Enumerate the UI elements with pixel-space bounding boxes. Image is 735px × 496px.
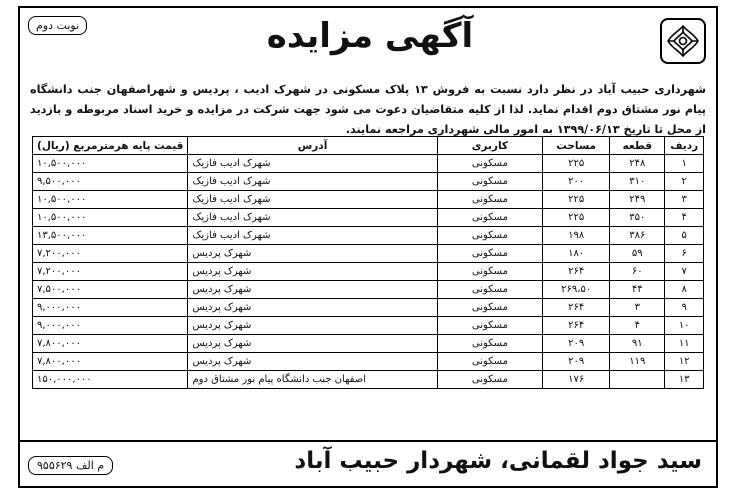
- cell-use: مسکونی: [437, 227, 543, 245]
- notice-header: [20, 8, 716, 74]
- cell-plot: ۳۵۰: [610, 209, 665, 227]
- cell-area: ۲۲۵: [543, 155, 610, 173]
- cell-area: ۲۰۰: [543, 173, 610, 191]
- cell-area: ۲۶۴: [543, 299, 610, 317]
- notice-intro-text: شهرداری حبیب آباد در نظر دارد نسبت به فروش ۱۳ پلاک مسکونی در شهرک ادیب ، پردیس و شهراصفهان جنب دانشگاه پیام نور مشتاق دوم اقدام نماید. لذا از کلیه متقاضیان دعوت می شود جهت شرکت در مزایده و خرید اسناد مربوطه و بازدید از محل تا تاریخ ۱۳۹۹/۰۶/۱۳ به امور مالی شهرداری مراجعه نمایند.: [30, 83, 706, 136]
- cell-row-number: ۵: [665, 227, 704, 245]
- notice-code-badge: م الف ۹۵۵۶۲۹: [28, 456, 113, 475]
- cell-plot: ۶۰: [610, 263, 665, 281]
- cell-price: ۷,۲۰۰,۰۰۰: [33, 245, 188, 263]
- cell-price: ۹,۰۰۰,۰۰۰: [33, 299, 188, 317]
- cell-plot: ۹۱: [610, 335, 665, 353]
- table-row: [33, 281, 704, 299]
- cell-use: مسکونی: [437, 155, 543, 173]
- table-row: [33, 155, 704, 173]
- header-area: مساحت: [543, 137, 610, 155]
- header-plot: قطعه: [610, 137, 665, 155]
- table-row: [33, 173, 704, 191]
- cell-price: ۱۵۰,۰۰۰,۰۰۰: [33, 371, 188, 389]
- cell-use: مسکونی: [437, 173, 543, 191]
- municipality-logo-icon: [660, 18, 706, 64]
- cell-address: شهرک ادیب فازیک: [188, 209, 437, 227]
- cell-address: شهرک پردیس: [188, 317, 437, 335]
- cell-address: شهرک پردیس: [188, 335, 437, 353]
- header-address: آدرس: [188, 137, 437, 155]
- cell-price: ۱۰,۵۰۰,۰۰۰: [33, 155, 188, 173]
- cell-area: ۲۶۴: [543, 317, 610, 335]
- cell-row-number: ۸: [665, 281, 704, 299]
- cell-row-number: ۱۲: [665, 353, 704, 371]
- cell-row-number: ۱: [665, 155, 704, 173]
- cell-area: ۲۶۴: [543, 263, 610, 281]
- cell-use: مسکونی: [437, 371, 543, 389]
- cell-plot: ۵۹: [610, 245, 665, 263]
- cell-price: ۱۰,۵۰۰,۰۰۰: [33, 191, 188, 209]
- cell-plot: ۴: [610, 317, 665, 335]
- cell-use: مسکونی: [437, 245, 543, 263]
- table-row: [33, 191, 704, 209]
- notice-title: آگهی مزایده: [266, 16, 474, 56]
- cell-address: شهرک پردیس: [188, 353, 437, 371]
- cell-plot: ۲۴۹: [610, 191, 665, 209]
- cell-use: مسکونی: [437, 263, 543, 281]
- cell-address: شهرک پردیس: [188, 263, 437, 281]
- cell-row-number: ۱۱: [665, 335, 704, 353]
- auction-notice: [18, 6, 718, 488]
- cell-plot: ۳۱۰: [610, 173, 665, 191]
- cell-address: شهرک پردیس: [188, 299, 437, 317]
- cell-price: ۹,۵۰۰,۰۰۰: [33, 173, 188, 191]
- table-body: [33, 155, 704, 389]
- cell-address: شهرک پردیس: [188, 245, 437, 263]
- table-header-row: [33, 137, 704, 155]
- cell-address: شهرک پردیس: [188, 281, 437, 299]
- cell-row-number: ۴: [665, 209, 704, 227]
- cell-plot: ۱۱۹: [610, 353, 665, 371]
- header-price: قیمت پایه هرمترمربع (ریال): [33, 137, 188, 155]
- cell-address: شهرک ادیب فازیک: [188, 227, 437, 245]
- cell-use: مسکونی: [437, 317, 543, 335]
- cell-use: مسکونی: [437, 335, 543, 353]
- table-row: [33, 209, 704, 227]
- cell-row-number: ۱۳: [665, 371, 704, 389]
- cell-price: ۹,۰۰۰,۰۰۰: [33, 317, 188, 335]
- emblem-icon: [664, 22, 702, 60]
- cell-row-number: ۹: [665, 299, 704, 317]
- cell-plot: ۴۴: [610, 281, 665, 299]
- table-row: [33, 227, 704, 245]
- cell-area: ۲۲۵: [543, 209, 610, 227]
- cell-price: ۷,۲۰۰,۰۰۰: [33, 263, 188, 281]
- cell-plot: [610, 371, 665, 389]
- cell-plot: ۳: [610, 299, 665, 317]
- cell-use: مسکونی: [437, 191, 543, 209]
- cell-address: شهرک ادیب فازیک: [188, 155, 437, 173]
- cell-price: ۷,۸۰۰,۰۰۰: [33, 335, 188, 353]
- auction-table: [32, 136, 704, 389]
- table-row: [33, 335, 704, 353]
- cell-area: ۲۰۹: [543, 335, 610, 353]
- table-row: [33, 299, 704, 317]
- cell-price: ۱۰,۵۰۰,۰۰۰: [33, 209, 188, 227]
- cell-area: ۲۲۵: [543, 191, 610, 209]
- cell-area: ۲۶۹،۵۰: [543, 281, 610, 299]
- cell-area: ۲۰۹: [543, 353, 610, 371]
- cell-area: ۱۸۰: [543, 245, 610, 263]
- cell-plot: ۲۴۸: [610, 155, 665, 173]
- header-row-number: ردیف: [665, 137, 704, 155]
- cell-row-number: ۶: [665, 245, 704, 263]
- cell-address: اصفهان جنب دانشگاه پیام نور مشتاق دوم: [188, 371, 437, 389]
- cell-use: مسکونی: [437, 209, 543, 227]
- cell-price: ۷,۵۰۰,۰۰۰: [33, 281, 188, 299]
- cell-row-number: ۳: [665, 191, 704, 209]
- table-row: [33, 263, 704, 281]
- header-use: کاربری: [437, 137, 543, 155]
- table-row: [33, 371, 704, 389]
- table-row: [33, 245, 704, 263]
- cell-use: مسکونی: [437, 353, 543, 371]
- notice-footer: [20, 440, 716, 488]
- cell-plot: ۳۸۶: [610, 227, 665, 245]
- cell-row-number: ۷: [665, 263, 704, 281]
- cell-row-number: ۱۰: [665, 317, 704, 335]
- cell-area: ۱۷۶: [543, 371, 610, 389]
- table-row: [33, 353, 704, 371]
- round-badge: نوبت دوم: [28, 16, 87, 35]
- cell-area: ۱۹۸: [543, 227, 610, 245]
- cell-row-number: ۲: [665, 173, 704, 191]
- cell-address: شهرک ادیب فازیک: [188, 191, 437, 209]
- cell-use: مسکونی: [437, 299, 543, 317]
- mayor-signature: سید جواد لقمانی، شهردار حبیب آباد: [294, 448, 702, 474]
- table-row: [33, 317, 704, 335]
- cell-address: شهرک ادیب فازیک: [188, 173, 437, 191]
- cell-price: ۱۳,۵۰۰,۰۰۰: [33, 227, 188, 245]
- cell-price: ۷,۸۰۰,۰۰۰: [33, 353, 188, 371]
- cell-use: مسکونی: [437, 281, 543, 299]
